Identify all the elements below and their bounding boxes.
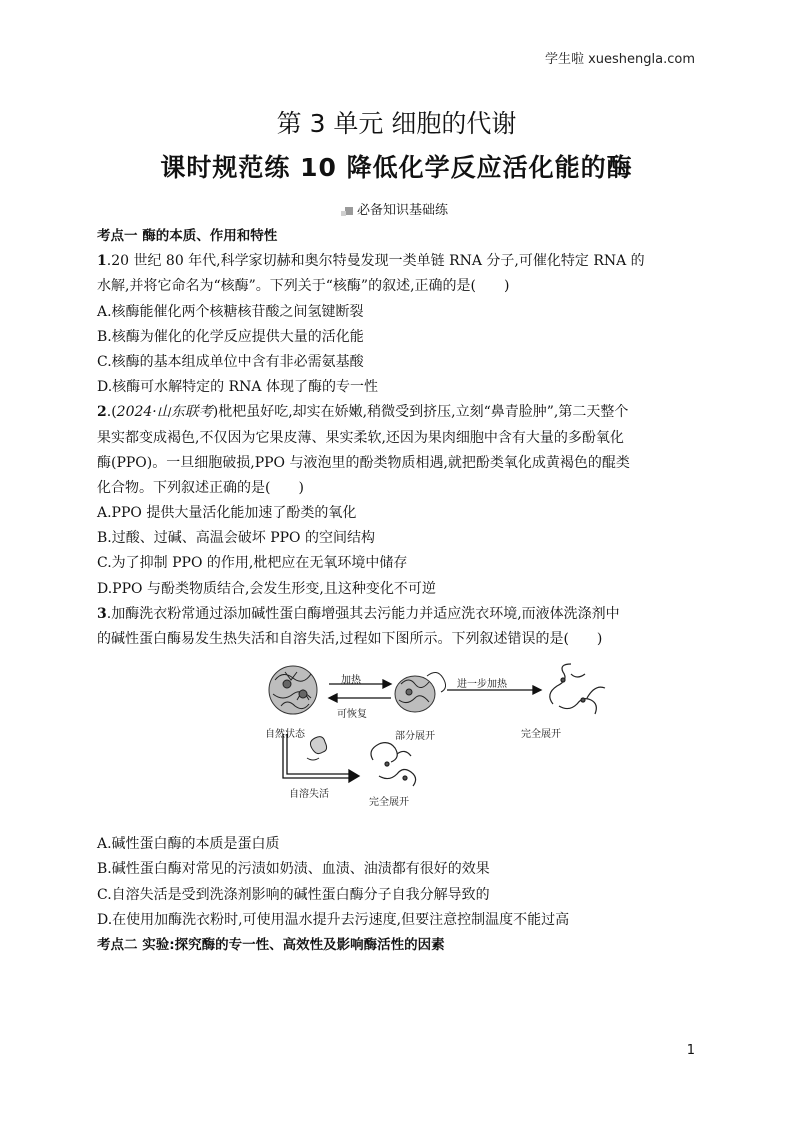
question-1-stem-line-2: 水解,并将它命名为“核酶”。下列关于“核酶”的叙述,正确的是( ) xyxy=(97,278,510,295)
figure-label-autolysis: 自溶失活 xyxy=(289,789,329,801)
question-1-option-b: B.核酶为催化的化学反应提供大量的活化能 xyxy=(97,328,364,345)
page-content xyxy=(97,224,695,958)
fully-unfolded-protein-icon xyxy=(550,664,605,714)
site-watermark: 学生啦 xueshengla.com xyxy=(544,52,695,67)
unit-title: 第 3 单元 细胞的代谢 xyxy=(276,109,517,138)
question-text: )枇杷虽好吃,却实在娇嫩,稍微受到挤压,立刻“鼻青脸肿”,第二天整个 xyxy=(212,404,629,421)
figure-label-heat: 加热 xyxy=(341,675,361,687)
enzyme-inactivation-figure xyxy=(97,654,695,826)
question-2-option-a: A.PPO 提供大量活化能加速了酚类的氧化 xyxy=(97,505,357,522)
question-source: 2024·山东联考 xyxy=(116,404,213,421)
key-point-1-heading: 考点一 酶的本质、作用和特性 xyxy=(97,228,278,244)
autolysis-fragment-icon xyxy=(307,737,327,760)
question-1-stem-line-1 xyxy=(97,249,695,274)
natural-state-protein-icon xyxy=(269,666,317,714)
page-number: 1 xyxy=(686,1043,695,1058)
question-1-option-a: A.核酶能催化两个核糖核苷酸之间氢键断裂 xyxy=(97,303,364,320)
fully-unfolded-protein-icon xyxy=(371,743,416,786)
question-1-option-c: C.核酶的基本组成单位中含有非必需氨基酸 xyxy=(97,353,364,370)
section-label-text: 必备知识基础练 xyxy=(356,203,448,218)
question-2-stem-line-2: 果实都变成褐色,不仅因为它果皮薄、果实柔软,还因为果肉细胞中含有大量的多酚氧化 xyxy=(97,429,624,446)
question-text: .加酶洗衣粉常通过添加碱性蛋白酶增强其去污能力并适应洗衣环境,而液体洗涤剂中 xyxy=(106,605,620,622)
question-3-option-c: C.自溶失活是受到洗涤剂影响的碱性蛋白酶分子自我分解导致的 xyxy=(97,886,490,903)
question-3-stem-line-1 xyxy=(97,602,695,627)
question-3-option-d: D.在使用加酶洗衣粉时,可使用温水提升去污速度,但要注意控制温度不能过高 xyxy=(97,911,570,928)
question-3-option-b: B.碱性蛋白酶对常见的污渍如奶渍、血渍、油渍都有很好的效果 xyxy=(97,861,490,878)
question-number: 2 xyxy=(97,404,107,421)
key-point-2-heading: 考点二 实验:探究酶的专一性、高效性及影响酶活性的因素 xyxy=(97,936,445,953)
figure-label-further-heating: 进一步加热 xyxy=(457,679,507,691)
figure-label-natural-state: 自然状态 xyxy=(265,729,305,741)
question-3-stem-line-2: 的碱性蛋白酶易发生热失活和自溶失活,过程如下图所示。下列叙述错误的是( ) xyxy=(97,631,603,647)
question-number: 3 xyxy=(97,605,107,622)
figure-label-fully-unfolded: 完全展开 xyxy=(521,729,561,741)
question-text: .( xyxy=(106,404,117,421)
question-1-option-d: D.核酶可水解特定的 RNA 体现了酶的专一性 xyxy=(97,379,378,396)
question-2-option-c: C.为了抑制 PPO 的作用,枇杷应在无氧环境中储存 xyxy=(97,555,408,572)
figure-label-reversible: 可恢复 xyxy=(337,709,367,721)
question-2-stem-line-4: 化合物。下列叙述正确的是( ) xyxy=(97,479,304,496)
section-square-icon xyxy=(345,207,353,215)
section-label xyxy=(0,199,793,218)
lesson-title: 课时规范练 10 降低化学反应活化能的酶 xyxy=(160,153,633,182)
question-2-option-d: D.PPO 与酚类物质结合,会发生形变,且这种变化不可逆 xyxy=(97,580,436,597)
question-2-stem-line-1 xyxy=(97,400,695,425)
partially-unfolded-protein-icon xyxy=(395,673,446,713)
question-number: 1 xyxy=(97,253,107,270)
question-2-stem-line-3: 酶(PPO)。一旦细胞破损,PPO 与液泡里的酚类物质相遇,就把酚类氧化成黄褐色的醌类 xyxy=(97,454,630,471)
question-3-option-a: A.碱性蛋白酶的本质是蛋白质 xyxy=(97,836,280,853)
figure-label-fully-unfolded: 完全展开 xyxy=(369,797,409,809)
question-2-option-b: B.过酸、过碱、高温会破坏 PPO 的空间结构 xyxy=(97,530,375,547)
figure-label-partially-unfolded: 部分展开 xyxy=(395,731,435,743)
question-text: .20 世纪 80 年代,科学家切赫和奥尔特曼发现一类单链 RNA 分子,可催化特定 RNA 的 xyxy=(106,253,645,270)
